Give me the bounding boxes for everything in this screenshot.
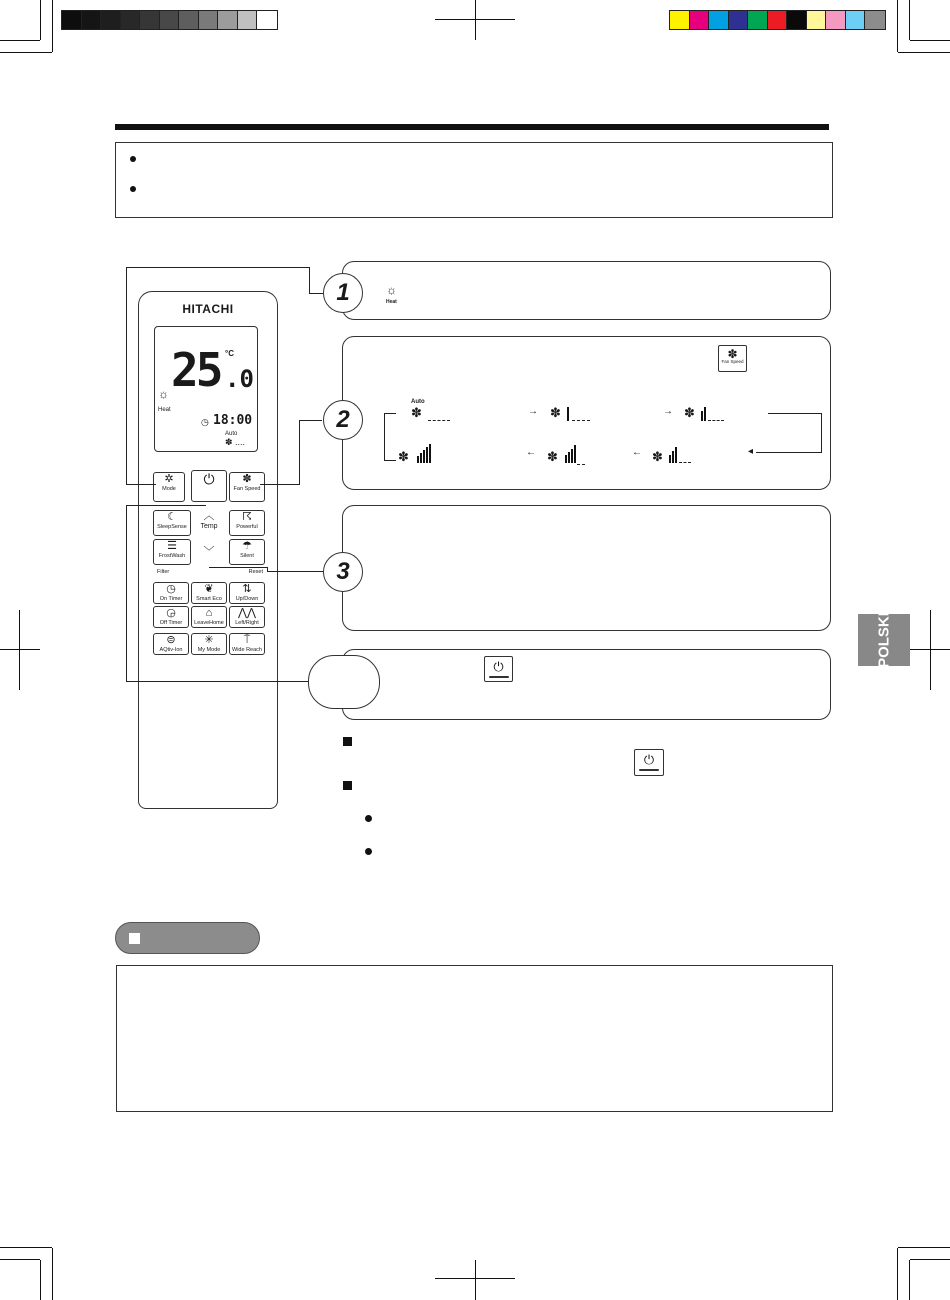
power-icon: ⏻ bbox=[493, 659, 504, 674]
language-tab: POLSKI bbox=[858, 614, 910, 666]
lcd-temperature: 25 bbox=[171, 343, 221, 397]
step-4-circle bbox=[308, 655, 380, 709]
lcd-decimal: .0 bbox=[225, 365, 254, 393]
up-down-button[interactable]: ⇅ Up/Down bbox=[229, 582, 265, 604]
bullet-dot bbox=[130, 186, 136, 192]
fan-icon: ✽ bbox=[727, 347, 738, 361]
square-bullet bbox=[343, 737, 352, 746]
aqtiv-ion-button[interactable]: ⊜ AQtiv-Ion bbox=[153, 633, 189, 655]
section-heading-pill bbox=[115, 922, 260, 954]
mode-button[interactable]: ✲ Mode bbox=[153, 472, 185, 502]
lcd-unit: °C bbox=[225, 349, 234, 358]
heat-icon-label: Heat bbox=[386, 299, 397, 305]
powerful-button[interactable]: ☈ Powerful bbox=[229, 510, 265, 536]
fan-speed-button[interactable]: ✽ Fan Speed bbox=[229, 472, 265, 502]
step-2-number: 2 bbox=[323, 400, 363, 440]
fan-icon: ✽ bbox=[652, 449, 663, 464]
fan-icon: ✽ bbox=[684, 405, 695, 420]
fan-icon: ✽ .... bbox=[225, 437, 246, 447]
fan-auto-label: Auto bbox=[411, 399, 425, 405]
power-button[interactable] bbox=[191, 470, 227, 502]
swing-icon: ⇅ bbox=[242, 583, 252, 595]
step-1-number: 1 bbox=[323, 273, 363, 313]
sun-icon: ☼ bbox=[158, 387, 169, 401]
sleepsense-button[interactable]: ☾ SleepSense bbox=[153, 510, 191, 536]
square-bullet bbox=[129, 933, 140, 944]
bullet-dot bbox=[130, 156, 136, 162]
frostwash-button[interactable]: ☰ FrostWash bbox=[153, 539, 191, 565]
brand-logo: HITACHI bbox=[182, 302, 234, 316]
remote-controller bbox=[138, 291, 278, 809]
fan-level-2 bbox=[701, 406, 706, 421]
silent-button[interactable]: ☂ Silent bbox=[229, 539, 265, 565]
step-3-box bbox=[342, 505, 831, 631]
on-timer-button[interactable]: ◷ On Timer bbox=[153, 582, 189, 604]
info-box bbox=[116, 965, 833, 1112]
filter-button[interactable]: Filter bbox=[157, 569, 170, 575]
power-icon: ⏻ bbox=[203, 471, 215, 487]
chevron-up-icon: ︿ bbox=[203, 510, 215, 522]
snowflake-sun-icon: ✲ bbox=[164, 473, 174, 485]
powerful-icon: ☈ bbox=[242, 511, 252, 523]
power-button-icon bbox=[484, 656, 513, 682]
note-box bbox=[115, 142, 833, 218]
wide-reach-icon: ⍑ bbox=[243, 634, 251, 646]
color-calibration-bar bbox=[669, 10, 886, 30]
fan-level-1 bbox=[567, 406, 569, 421]
step-3-number: 3 bbox=[323, 552, 363, 592]
section-rule bbox=[115, 124, 829, 130]
arrow-left-icon: ← bbox=[526, 447, 536, 458]
my-mode-button[interactable]: ✳ My Mode bbox=[191, 633, 227, 655]
grayscale-calibration-bar bbox=[61, 10, 278, 30]
bullet-dot bbox=[365, 848, 372, 855]
ion-icon: ⊜ bbox=[166, 634, 176, 646]
arrow-left-icon: ◂ bbox=[748, 446, 754, 457]
bullet-dot bbox=[365, 815, 372, 822]
fan-icon: ✽ bbox=[242, 473, 252, 485]
reset-button[interactable]: Reset bbox=[248, 569, 263, 575]
left-right-button[interactable]: ⋀⋀ Left/Right bbox=[229, 606, 265, 628]
lcd-mode-label: Heat bbox=[158, 407, 171, 413]
power-icon: ⏻ bbox=[643, 752, 655, 767]
fan-level-4 bbox=[565, 444, 576, 463]
star-icon: ✳ bbox=[204, 634, 214, 646]
heat-icon: ☼ bbox=[386, 283, 397, 297]
off-timer-button[interactable]: ◶ Off Timer bbox=[153, 606, 189, 628]
moon-icon: ☾ bbox=[167, 511, 177, 523]
temp-up-button[interactable]: ︿ Temp bbox=[195, 510, 223, 532]
fan-icon: ✽ bbox=[550, 405, 561, 420]
fan-speed-icon-button: ✽ Fan Speed bbox=[718, 345, 747, 372]
frostwash-icon: ☰ bbox=[167, 540, 177, 552]
fan-level-5 bbox=[417, 443, 431, 463]
arrow-right-icon: → bbox=[528, 406, 538, 417]
square-bullet bbox=[343, 781, 352, 790]
leaf-icon: ❦ bbox=[204, 583, 214, 595]
timer-icon: ◶ bbox=[166, 607, 176, 619]
home-icon: ⌂ bbox=[205, 607, 213, 619]
temp-down-button[interactable] bbox=[195, 546, 223, 564]
arrow-right-icon: → bbox=[663, 406, 673, 417]
fan-icon: ✽ bbox=[547, 449, 558, 464]
wide-reach-button[interactable]: ⍑ Wide Reach bbox=[229, 633, 265, 655]
power-button-icon bbox=[634, 749, 664, 776]
leavehome-button[interactable]: ⌂ LeaveHome bbox=[191, 606, 227, 628]
fan-icon: ✽ bbox=[411, 405, 422, 420]
smart-eco-button[interactable]: ❦ Smart Eco bbox=[191, 582, 227, 604]
lcd-time: 18:00 bbox=[213, 413, 253, 428]
silent-icon: ☂ bbox=[242, 540, 252, 552]
clock-icon: ◷ bbox=[201, 417, 209, 427]
step-1-box bbox=[342, 261, 831, 320]
fan-icon: ✽ bbox=[398, 449, 409, 464]
louver-icon: ⋀⋀ bbox=[237, 607, 257, 619]
lcd-display bbox=[154, 326, 258, 452]
chevron-down-icon: ﹀ bbox=[203, 546, 215, 558]
arrow-left-icon: ← bbox=[632, 447, 642, 458]
lcd-fan-label: Auto bbox=[225, 431, 238, 437]
timer-icon: ◷ bbox=[166, 583, 176, 595]
fan-level-3 bbox=[669, 446, 677, 463]
step-4-box bbox=[342, 649, 831, 720]
